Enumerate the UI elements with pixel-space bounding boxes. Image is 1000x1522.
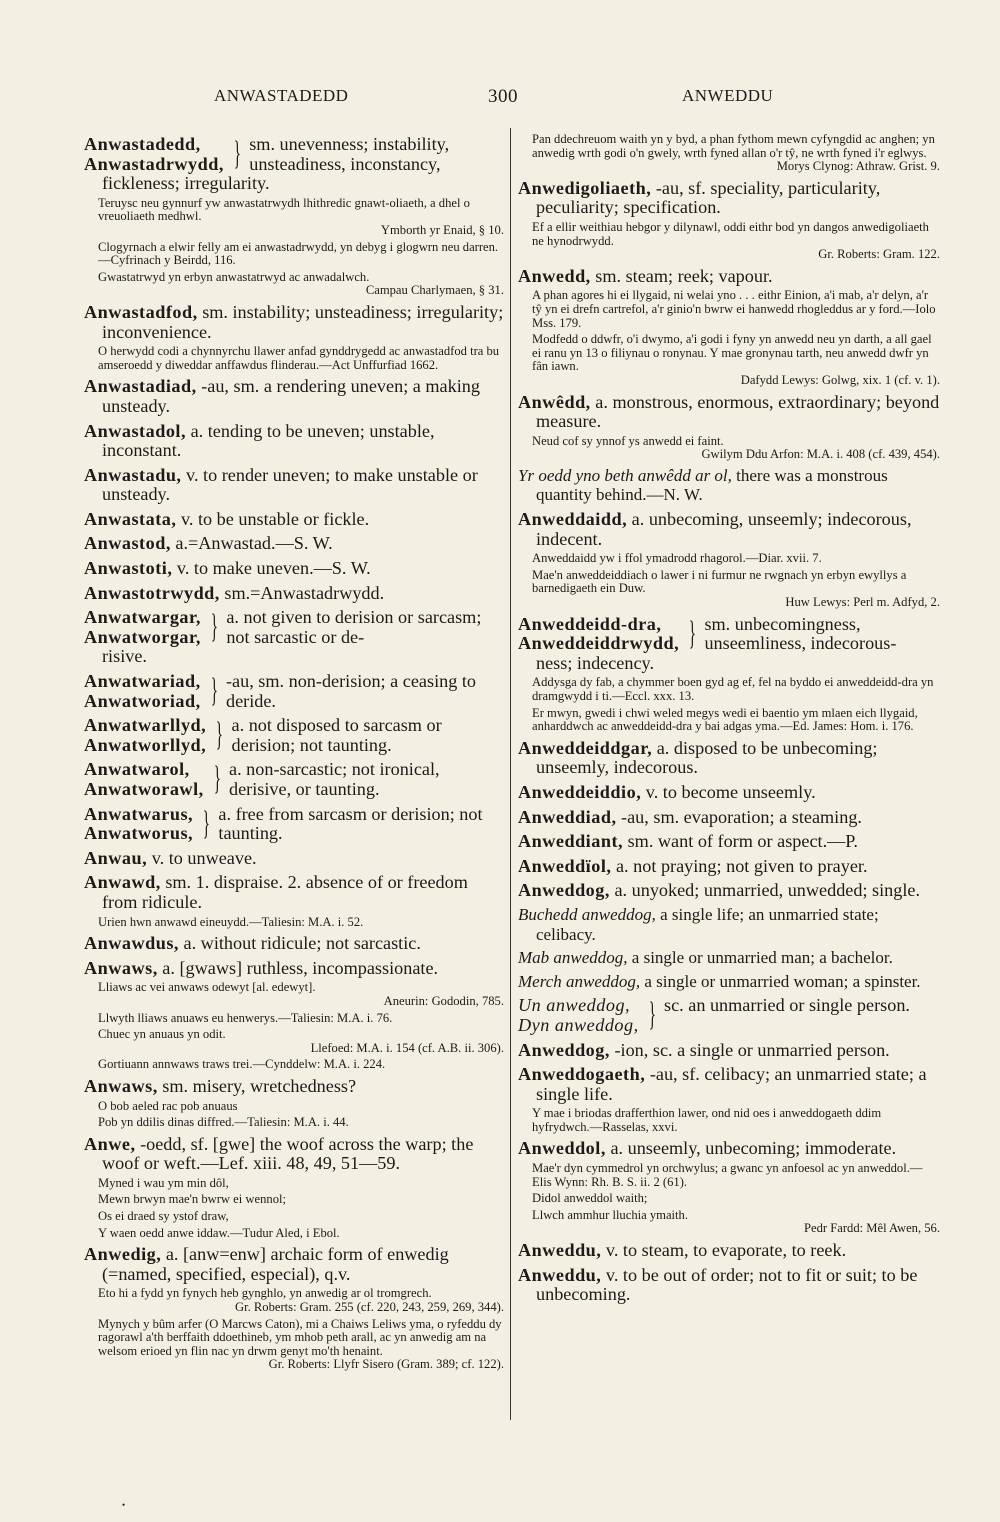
definition: v. to render uneven; to make unstable or unsteady. — [102, 464, 478, 505]
citation-quote: Addysga dy fab, a chymmer boen gyd ag ef, fel na byddo ei anweddeidd-dra yn dramgwydd i ti.—Eccl. xxx. 13. — [532, 675, 934, 703]
headword-pair — [84, 760, 204, 799]
citation-quote: Chuec yn anuaus yn odit. — [98, 1027, 226, 1042]
citation-quote: Eto hi a fydd yn fynych heb gynghlo, yn anwedig ar ol tromgrech. — [98, 1286, 432, 1301]
headword: Anwastod, — [84, 533, 171, 554]
brace-glyph: } — [210, 608, 218, 646]
citation-quote: Didol anweddol waith; — [532, 1191, 648, 1206]
column-divider — [510, 128, 511, 1420]
headword: Anweddiad, — [518, 806, 617, 827]
headword: Anwaws, — [84, 1075, 158, 1096]
dictionary-entry — [84, 959, 504, 979]
definition: v. to become unseemly. — [641, 781, 816, 802]
citation-source: Gr. Roberts: Gram. 255 (cf. 220, 243, 259, 269, 344). — [235, 1300, 504, 1315]
dictionary-entry — [84, 934, 504, 954]
definition: a. unseemly, unbecoming; immoderate. — [605, 1138, 897, 1159]
usage-example — [518, 972, 940, 992]
definition: a. not given to derision or sarcasm; not sarcastic or de- — [226, 607, 482, 647]
headword: Anweddiant, — [518, 831, 624, 852]
dictionary-entry — [518, 179, 940, 218]
dictionary-entry — [518, 857, 940, 877]
citation-quote: A phan agores hi ei llygaid, ni welai yno . . . eithr Einion, a'i mab, a'r delyn, a'r tŷ yn ei drefn cartrefol, a'r ginio'n bwrw ei hanwedd rhogleddus ar y ford.—Iolo Mss. 179. — [532, 288, 936, 330]
paired-entry — [84, 672, 504, 711]
headword: Anwastoti, — [84, 558, 173, 579]
brace-glyph: } — [215, 716, 224, 754]
citation-quote: Llwch ammhur lluchia ymaith. — [532, 1207, 688, 1222]
citation-quote: Anweddaidd yw i ffol ymadrodd rhagorol.—Diar. xvii. 7. — [532, 551, 822, 566]
headword: Anweddeiddio, — [518, 781, 642, 802]
headword: Anwedigoliaeth, — [518, 177, 652, 198]
headword: Anwastadu, — [84, 464, 182, 485]
definition: v. to steam, to evaporate, to reek. — [601, 1240, 847, 1261]
example-phrase: Yr oedd yno beth anwêdd ar ol, — [518, 465, 732, 485]
dictionary-entry — [84, 510, 504, 530]
definition: sm.=Anwastadrwydd. — [219, 582, 385, 603]
citation-quote: Os ei draed sy ystof draw, — [98, 1209, 229, 1224]
definition-continued: risive. — [102, 646, 147, 667]
citation-quote: Gortiuann annwaws traws trei.—Cynddelw: M.A. i. 224. — [98, 1057, 386, 1072]
definition: -au, sm. a rendering uneven; a making unsteady. — [102, 376, 480, 416]
citation-quote: Mae'r dyn cymmedrol yn orchwylus; a gwanc yn anfoesol ac yn anweddol.—Elis Wynn: Rh. B. S. ii. 2 (61). — [532, 1161, 923, 1189]
citation-source: Campau Charlymaen, § 31. — [365, 283, 504, 298]
definition: a. disposed to be unbecoming; unseemly, indecorous. — [536, 737, 878, 778]
citation-quote: Myned i wau ym min dôl, — [98, 1175, 229, 1190]
citation-quote: Er mwyn, gwedi i chwi weled megys wedi ei baentio ym mlaen eich llygaid, anharddwch ac anweddeidd-dra y bai adgas yma.—Ed. James: Hom. i. 176. — [532, 705, 918, 734]
example-gloss: there was a monstrous quantity behind.—N. W. — [536, 465, 888, 505]
running-header — [84, 86, 924, 110]
dictionary-entry — [518, 393, 940, 432]
headword-pair — [84, 608, 201, 647]
example-phrase: Merch anweddog, — [518, 971, 641, 991]
dictionary-entry — [518, 832, 940, 852]
citation-quote: Teruysc neu gynnurf yw anwastatrwydh lhithredic gnawt-oliaeth, a dhel o vreuoliaeth medhwl. — [98, 195, 470, 224]
definition: v. to unweave. — [147, 847, 257, 868]
dictionary-entry — [518, 808, 940, 828]
dictionary-entry — [84, 584, 504, 604]
right-column — [518, 130, 940, 1305]
headword: Anwau, — [84, 847, 148, 868]
definition-continued: fickleness; irregularity. — [102, 173, 270, 194]
citation-quote: Neud cof sy ynnof ys anwedd ei faint. — [532, 433, 724, 448]
brace-glyph: } — [210, 672, 218, 710]
definition: sm. unbecomingness, unseemliness, indecorous- — [704, 613, 897, 654]
definition: sm. instability; unsteadiness; irregularity; inconvenience. — [102, 301, 504, 342]
dictionary-entry — [84, 422, 504, 461]
citation-source: Aneurin: Gododin, 785. — [383, 993, 504, 1008]
paired-entry — [84, 608, 504, 667]
citation-source: Morys Clynog: Athraw. Grist. 9. — [776, 159, 940, 174]
citation-source: Pedr Fardd: Mêl Awen, 56. — [804, 1221, 940, 1236]
citation-quote: Clogyrnach a elwir felly am ei anwastadrwydd, yn debyg i glogwrn neu darren.—Cyfrinach y Beirdd, 116. — [98, 239, 499, 268]
headword: Anwastata, — [84, 508, 177, 529]
dictionary-entry — [518, 267, 940, 287]
definition: sm. steam; reek; vapour. — [590, 265, 773, 286]
headword: Anwawd, — [84, 872, 161, 893]
brace-glyph: } — [213, 760, 221, 798]
headword: Anweddeidd-dra, — [518, 613, 662, 634]
headword: Anwedd, — [518, 265, 591, 286]
citation-quote: Lliaws ac vei anwaws odewyt [al. edewyt]. — [98, 980, 316, 995]
definition: a. non-sarcastic; not ironical, derisive, or taunting. — [229, 759, 440, 799]
dictionary-entry — [84, 466, 504, 505]
brace-glyph: } — [648, 996, 656, 1034]
brace-glyph: } — [233, 135, 241, 172]
headword: Anwastadfod, — [84, 301, 198, 322]
definition: -oedd, sf. [gwe] the woof across the warp; the woof or weft.—Lef. xiii. 48, 49, 51—59. — [102, 1133, 474, 1174]
headword: Anwatwarol, — [84, 759, 190, 780]
page-spot: • — [122, 1500, 126, 1510]
headword: Anwatwariad, — [84, 671, 201, 692]
headword: Anwatworus, — [84, 823, 194, 844]
headword: Anwatworllyd, — [84, 734, 207, 755]
definition: v. to make uneven.—S. W. — [172, 558, 371, 579]
headword: Anwatwarus, — [84, 803, 194, 824]
headword: Anwedig, — [84, 1244, 162, 1265]
headword-pair — [518, 996, 639, 1035]
definition: a. monstrous, enormous, extraordinary; beyond measure. — [536, 391, 940, 432]
headword: Anwastadedd, — [84, 134, 201, 154]
headword: Anwatworiad, — [84, 690, 201, 711]
headword: Anweddol, — [518, 1138, 606, 1159]
dictionary-entry — [518, 739, 940, 778]
citation-quote: Y mae i briodas drafferthion lawer, ond nid oes i anweddogaeth ddim hyfrydwch.—Rasselas, xxvi. — [532, 1106, 882, 1134]
headword: Anwaws, — [84, 957, 158, 978]
dictionary-entry — [84, 303, 504, 342]
left-column — [84, 130, 504, 1372]
dictionary-entry — [518, 1139, 940, 1159]
headword-pair — [84, 672, 201, 711]
citation-source: Gwilym Ddu Arfon: M.A. i. 408 (cf. 439, 454). — [701, 447, 940, 462]
example-gloss: a single or unmarried woman; a spinster. — [640, 971, 921, 991]
headword: Anwêdd, — [518, 391, 591, 412]
definition: -au, sf. speciality, particularity, peculiarity; specification. — [536, 177, 881, 218]
dictionary-entry — [84, 849, 504, 869]
citation-quote: Gwastatrwyd yn erbyn anwastatrwyd ac anwadalwch. — [98, 269, 370, 284]
dictionary-entry — [84, 1077, 504, 1097]
definition: a. without ridicule; not sarcastic. — [178, 933, 421, 954]
headword: Anwastadol, — [84, 420, 187, 441]
definition: sc. an unmarried or single person. — [664, 995, 910, 1016]
citation-source: Ymborth yr Enaid, § 10. — [380, 222, 504, 237]
brace-glyph: } — [688, 614, 697, 652]
headword-pair — [84, 805, 193, 844]
citation-quote: Ef a ellir weithiau hebgor y dilynawl, oddi eithr bod yn dangos anwedigoliaeth ne hynodrwydd. — [532, 219, 929, 248]
dictionary-entry — [84, 1245, 504, 1284]
definition: a. tending to be uneven; unstable, inconstant. — [102, 420, 435, 461]
paired-entry — [84, 716, 504, 755]
headword: Anweddog, — [518, 1039, 610, 1060]
citation-source: Llefoed: M.A. i. 154 (cf. A.B. ii. 306). — [310, 1040, 504, 1055]
citation-quote: Pan ddechreuom waith yn y byd, a phan fythom mewn cyfyngdid ac anghen; yn anwedig wrth godi o'n gwely, wrth fyned allan o'r tŷ, ne wrth fyned i'r eglwys. — [532, 132, 935, 160]
definition: a.=Anwastad.—S. W. — [170, 533, 333, 554]
headword-pair — [84, 135, 224, 174]
headword: Anwastadrwydd, — [84, 153, 224, 174]
example-phrase: Mab anweddog, — [518, 948, 628, 968]
paired-entry — [518, 615, 940, 674]
definition: sm. unevenness; instability, unsteadiness, inconstancy, — [249, 134, 450, 174]
paired-entry — [518, 996, 940, 1035]
definition: a. not praying; not given to prayer. — [611, 855, 868, 876]
citation-source: Dafydd Lewys: Golwg, xix. 1 (cf. v. 1). — [740, 372, 940, 387]
definition: -au, sm. non-derision; a ceasing to deride. — [225, 671, 477, 711]
example-gloss: a single life; an unmarried state; celibacy. — [536, 904, 879, 944]
definition: -au, sm. evaporation; a steaming. — [616, 806, 862, 827]
headword: Anweddogaeth, — [518, 1064, 646, 1085]
definition: sm. 1. dispraise. 2. absence of or freedom from ridicule. — [102, 872, 468, 912]
dictionary-entry — [84, 534, 504, 554]
headword: Anweddïol, — [518, 855, 612, 876]
right-running-head: ANWEDDU — [682, 86, 774, 105]
page-number: 300 — [488, 86, 518, 107]
citation-quote: O herwydd codi a chynnyrchu llawer anfad gynddrygedd ac anwastadfod tra bu amseroedd y diweddar anffawdus flinderau.—Act Unffurfiad 1662. — [98, 344, 500, 372]
headword: Anweddu, — [518, 1264, 602, 1285]
dictionary-entry — [518, 1041, 940, 1061]
example-phrase: Buchedd anweddog, — [518, 904, 656, 924]
citation-source: Gr. Roberts: Llyfr Sisero (Gram. 389; cf. 122). — [268, 1357, 504, 1372]
dictionary-entry — [84, 1135, 504, 1174]
headword-pair — [518, 615, 679, 654]
citation-quote: Llwyth lliaws anuaws eu henwerys.—Taliesin: M.A. i. 76. — [98, 1010, 393, 1025]
citation-quote: Mewn brwyn mae'n bwrw ei wennol; — [98, 1192, 286, 1207]
definition: -au, sf. celibacy; an unmarried state; a single life. — [536, 1064, 927, 1104]
headword: Anwastadiad, — [84, 376, 197, 397]
definition: a. unbecoming, unseemly; indecorous, indecent. — [536, 509, 912, 549]
dictionary-entry — [518, 1065, 940, 1104]
citation-quote: Urien hwn anwawd eineuydd.—Taliesin: M.A. i. 52. — [98, 914, 364, 929]
definition: v. to be out of order; not to fit or suit; to be unbecoming. — [536, 1264, 918, 1305]
headword: Anwatwarllyd, — [84, 715, 207, 736]
headword: Anwastotrwydd, — [84, 582, 220, 603]
headword: Anwawdus, — [84, 933, 179, 954]
headword: Anweddeiddgar, — [518, 737, 653, 758]
dictionary-entry — [84, 873, 504, 912]
citation-quote: O bob aeled rac pob anuaus — [98, 1098, 238, 1113]
dictionary-entry — [518, 881, 940, 901]
dictionary-entry — [518, 510, 940, 549]
headword: Anweddeiddrwydd, — [518, 633, 680, 654]
paired-entry — [84, 135, 504, 194]
headword: Anwatworgar, — [84, 626, 201, 647]
paired-entry — [84, 805, 504, 844]
dictionary-entry — [84, 377, 504, 416]
definition: a. not disposed to sarcasm or derision; not taunting. — [231, 715, 442, 755]
definition: a. [gwaws] ruthless, incompassionate. — [157, 957, 439, 978]
definition: sm. misery, wretchedness? — [157, 1075, 357, 1096]
brace-glyph: } — [202, 804, 211, 842]
headword: Anweddaidd, — [518, 509, 628, 530]
dictionary-entry — [518, 1241, 940, 1261]
definition: v. to be unstable or fickle. — [176, 508, 370, 529]
headword: Dyn anweddog, — [518, 1014, 639, 1035]
headword: Anweddu, — [518, 1240, 602, 1261]
dictionary-entry — [84, 559, 504, 579]
usage-example — [518, 948, 940, 968]
headword: Anwe, — [84, 1133, 136, 1154]
usage-example — [518, 466, 940, 505]
definition: a. unyoked; unmarried, unwedded; single. — [609, 880, 921, 901]
headword: Anwatwargar, — [84, 607, 201, 628]
headword-pair — [84, 716, 206, 755]
definition: sm. want of form or aspect.—P. — [623, 831, 858, 852]
citation-source: Huw Lewys: Perl m. Adfyd, 2. — [785, 595, 940, 610]
definition: -ion, sc. a single or unmarried person. — [609, 1039, 890, 1060]
citation-quote: Pob yn ddilis dinas diffred.—Taliesin: M.A. i. 44. — [98, 1115, 349, 1130]
citation-quote: Mae'n anweddeiddiach o lawer i ni furmur ne rwgnach yn erbyn ewyllys a barnedigaeth ein Duw. — [532, 567, 907, 596]
usage-example — [518, 905, 940, 944]
citation-quote: Y waen oedd anwe iddaw.—Tudur Aled, i Ebol. — [98, 1225, 340, 1240]
headword: Un anweddog, — [518, 995, 631, 1016]
paired-entry — [84, 760, 504, 799]
definition: a. free from sarcasm or derision; not taunting. — [218, 803, 483, 844]
citation-quote: Mynych y bûm arfer (O Marcws Caton), mi a Chaiws Leliws yma, o ryfeddu dy ragorawl a'th berffaith ddoethineb, ym mhob peth arall, ac yn anwedig am na welsom erioed yn flin nac yn drwm genyt mo'th henaint. — [98, 1316, 502, 1358]
citation-source: Gr. Roberts: Gram. 122. — [818, 247, 940, 262]
headword: Anwatworawl, — [84, 779, 204, 799]
example-gloss: a single or unmarried man; a bachelor. — [627, 948, 893, 968]
left-running-head: ANWASTADEDD — [214, 86, 349, 105]
dictionary-entry — [518, 1266, 940, 1305]
definition: a. [anw=enw] archaic form of enwedig (=named, specified, especial), q.v. — [102, 1244, 449, 1284]
dictionary-entry — [518, 783, 940, 803]
definition-continued: ness; indecency. — [536, 652, 655, 673]
citation-quote: Modfedd o ddwfr, o'i dwymo, a'i godi i fyny yn anwedd neu yn darth, a all gael ei ranu yn 13 o filiynau o ronynau. Y mae gronynau tarth, neu anwedd dwfr yn fân iawn. — [532, 332, 932, 374]
headword: Anweddog, — [518, 880, 610, 901]
